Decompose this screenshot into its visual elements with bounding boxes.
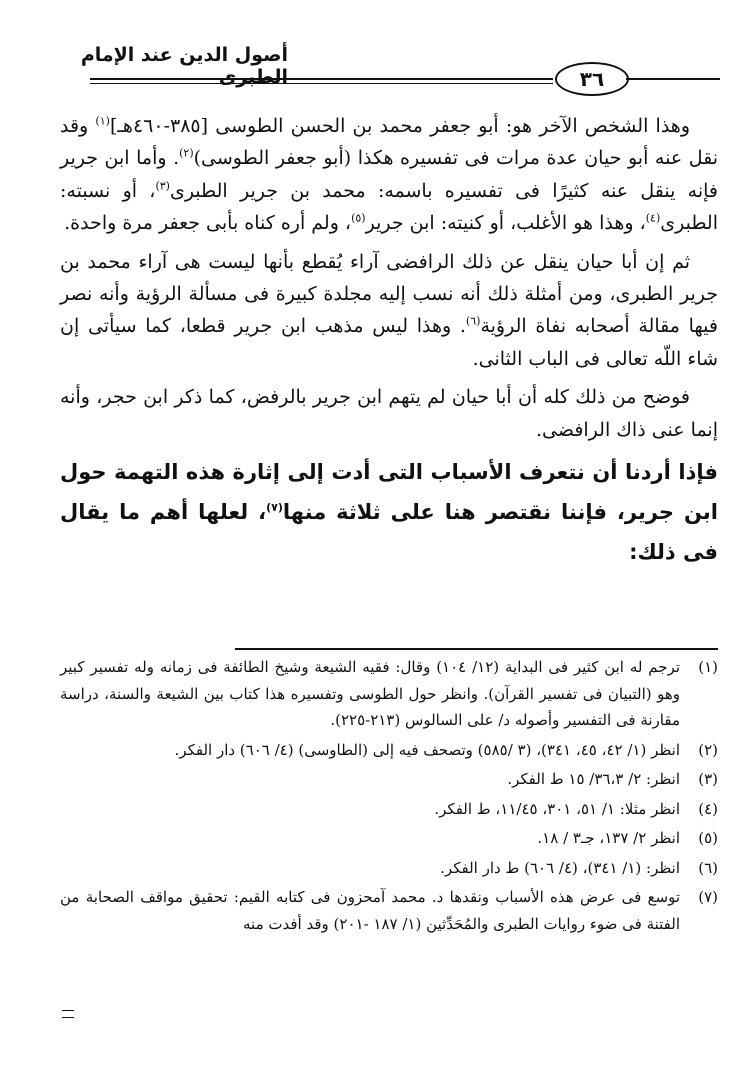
footnote-ref-5[interactable]: (٥) — [351, 211, 366, 225]
footnote-number: (٤) — [698, 799, 718, 818]
paragraph-1 — [60, 110, 718, 240]
footnote-text: انظر: (١/ ٣٤١)، (٤/ ٦٠٦) ط دار الفكر. — [440, 858, 680, 877]
header-rule — [90, 78, 553, 80]
footnote-ref-6[interactable]: (٦) — [465, 315, 481, 329]
paragraph-2 — [60, 246, 718, 376]
footnote-7 — [60, 884, 718, 937]
footnote-ref-7[interactable]: (٧) — [266, 501, 283, 515]
p2-text-a: ثم إن أبا حيان ينقل عن ذلك الرافضى آراء يُقطع بأنها ليست هى آراء محمد بن جرير الطبرى، ومن أمثلة ذلك أنه نسب إليه مجلدة كبيرة فى مسألة الرؤية وأنه نصر فيها مقالة أصحابه نفاة الرؤية — [60, 250, 719, 338]
footnote-number: (٧) — [698, 888, 718, 906]
footnote-number: (١) — [698, 658, 718, 676]
footnote-5 — [60, 825, 718, 852]
page-number-text: ٣٦ — [579, 67, 605, 91]
footnote-3 — [60, 766, 718, 793]
p1-text-a: وهذا الشخص الآخر هو: أبو جعفر محمد بن الحسن الطوسى [٣٨٥-٤٦٠هـ] — [109, 115, 690, 137]
p1-text-e: ، وهذا هو الأغلب، أو كنيته: ابن جرير — [365, 212, 646, 235]
paragraph-4-heading — [60, 452, 718, 572]
continuation-mark — [62, 1010, 74, 1018]
footnote-number: (٦) — [698, 858, 718, 877]
footnote-2 — [60, 737, 718, 764]
p4-text-a: فإذا أردنا أن نتعرف الأسباب التى أدت إلى إثارة هذه التهمة حول ابن جرير، فإننا نقتصر هنا على ثلاثة منها — [60, 460, 718, 525]
footnote-number: (٢) — [698, 740, 718, 759]
running-header-title: أصول الدين عند الإمام الطبرى — [80, 44, 288, 88]
footnote-number: (٣) — [698, 770, 718, 788]
page-number — [555, 62, 629, 96]
footnote-text: ترجم له ابن كثير فى البداية (١٢/ ١٠٤) وقال: فقيه الشيعة وشيخ الطائفة فى زمانه وله تفسير كبير وهو (التبيان فى تفسير القرآن). وانظر حول الطوسى وتفسيره هذا كتاب بين الشيعة والسنة، دراسة مقارنة فى التفسير وأصوله د/ على السالوس (٢١٣-٢٢٥). — [60, 658, 680, 729]
footnote-1 — [60, 654, 718, 734]
p1-text-d: ، أو نسبته: الطبرى — [60, 179, 718, 235]
footnote-separator — [235, 648, 718, 650]
footnote-ref-1[interactable]: (١) — [95, 114, 110, 128]
footnote-6 — [60, 855, 718, 882]
footnote-text: توسع فى عرض هذه الأسباب ونقدها د. محمد آمحزون فى كتابه القيم: تحقيق مواقف الصحابة من الفتنة فى ضوء روايات الطبرى والمُحَدِّثين (١/ ١٨٧ -٢٠١) وقد أفدت منه — [60, 888, 680, 933]
footnote-ref-2[interactable]: (٢) — [179, 147, 194, 161]
footnote-ref-3[interactable]: (٣) — [155, 179, 170, 193]
footnote-ref-4[interactable]: (٤) — [645, 211, 661, 225]
footnote-4 — [60, 796, 718, 823]
paragraph-3: فوضح من ذلك كله أن أبا حيان لم يتهم ابن جرير بالرفض، كما ذكر ابن حجر، وأنه إنما عنى ذاك الرافضى. — [60, 386, 718, 441]
footnote-text: انظر: ٢/ ٣٦،٣/ ١٥ ط الفكر. — [507, 770, 680, 788]
header-rule-right — [626, 78, 720, 80]
footnote-text: انظر (١/ ٤٢، ٤٥، ٣٤١)، (٣ /٥٨٥) وتصحف فيه إلى (الطاوسى) (٤/ ٦٠٦) دار الفكر. — [174, 740, 680, 759]
footnote-text: انظر ٢/ ١٣٧، جـ٣ / ١٨. — [537, 829, 680, 847]
footnotes — [60, 654, 718, 940]
main-text — [60, 110, 718, 578]
p1-text-b: وقد نقل عنه أبو حيان عدة مرات فى تفسيره هكذا (أبو جعفر الطوسى) — [60, 115, 718, 170]
footnote-text: انظر مثلا: ١/ ٥١، ٣٠١، ١١/٤٥، ط الفكر. — [434, 799, 680, 818]
footnote-number: (٥) — [698, 829, 718, 847]
p1-text-f: ، ولم أره كناه بأبى جعفر مرة واحدة. — [64, 212, 352, 235]
header-rule-thin — [90, 83, 553, 84]
p2-text-b: . وهذا ليس مذهب ابن جرير قطعا، كما سيأتى إن شاء اللّه تعالى فى الباب الثانى. — [60, 315, 718, 370]
p1-text-c: . وأما ابن جرير فإنه ينقل عنه كثيرًا فى تفسيره باسمه: محمد بن جرير الطبرى — [60, 147, 718, 202]
p4-text-b: ، لعلها أهم ما يقال فى ذلك: — [60, 500, 718, 565]
